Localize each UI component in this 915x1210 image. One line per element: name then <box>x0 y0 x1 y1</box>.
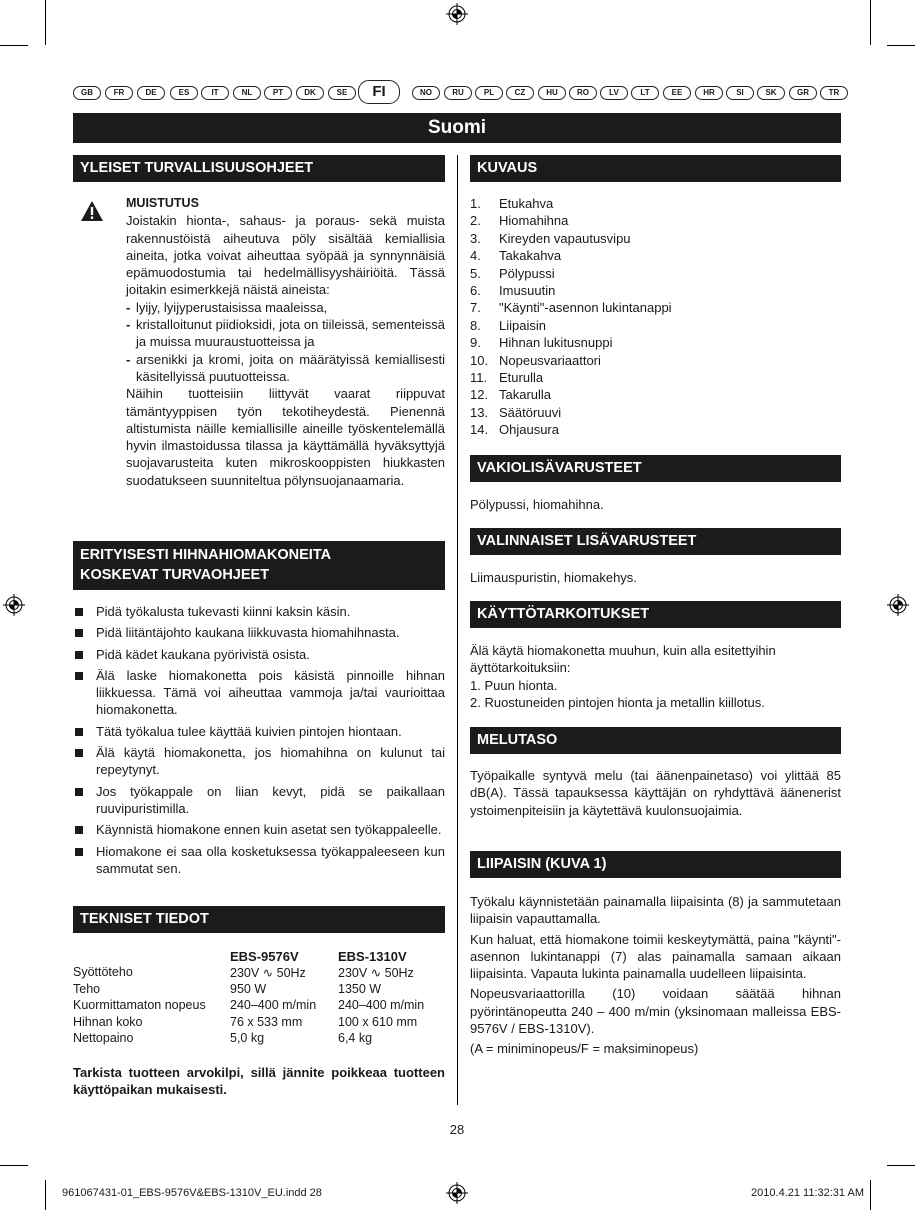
lang-se-badge: SE <box>328 86 356 100</box>
lang-it-badge: IT <box>201 86 229 100</box>
part-number: 6. <box>470 282 481 298</box>
crop-mark <box>887 45 915 46</box>
registration-mark-icon <box>446 1182 468 1204</box>
part-label: Imusuutin <box>499 282 556 298</box>
lang-tr-badge: TR <box>820 86 848 100</box>
part-number: 1. <box>470 196 481 211</box>
belt-safety-item: Hiomakone ei saa olla kosketuksessa työkappaleeseen kun sammutat sen. <box>73 843 445 878</box>
part-label: Ohjausura <box>499 422 559 438</box>
part-number: 3. <box>470 230 481 246</box>
lang-sk-badge: SK <box>757 86 785 100</box>
part-item <box>470 265 841 282</box>
registration-mark-icon <box>887 594 909 616</box>
part-label: Eturulla <box>499 369 544 385</box>
spec-label: Nettopaino <box>73 1031 134 1045</box>
lang-pl-badge: PL <box>475 86 503 100</box>
opt-accessories-text: Liimauspuristin, hiomakehys. <box>470 570 637 585</box>
column-divider <box>457 155 458 1105</box>
intended-use-item: 1. Puun hionta. <box>470 677 558 693</box>
page-title: Suomi <box>73 113 841 143</box>
lang-fr-badge: FR <box>105 86 133 100</box>
part-number: 8. <box>470 317 481 333</box>
spec-value: 1350 W <box>338 981 382 996</box>
warning-item: - lyijy, lyijyperustaisissa maaleissa, <box>126 299 445 316</box>
part-label: Hiomahihna <box>499 213 569 229</box>
crop-mark <box>45 1180 46 1210</box>
lang-fi-badge: FI <box>358 80 400 104</box>
intended-use-intro: Älä käytä hiomakonetta muuhun, kuin alla esitettyihin äyttötarkoituksiin: <box>470 643 776 676</box>
belt-safety-item: Jos työkappale on liian kevyt, pidä se paikallaan ruuvipuristimilla. <box>73 783 445 818</box>
section-heading-intended-use: KÄYTTÖTARKOITUKSET <box>470 601 841 628</box>
spec-row <box>73 1031 424 1048</box>
lang-de-badge: DE <box>137 86 165 100</box>
trigger-paragraph: Nopeusvariaattorilla (10) voidaan säätää hihnan pyörintänopeutta 240 – 400 m/min (yksinomaan malleissa EBS-9576V / EBS-1310V). <box>470 986 841 1037</box>
part-item <box>470 195 841 212</box>
spec-label: Kuormittamaton nopeus <box>73 998 206 1012</box>
section-heading-opt-accessories: VALINNAISET LISÄVARUSTEET <box>470 528 841 555</box>
heading-line: KOSKEVAT TURVAOHJEET <box>80 567 270 583</box>
spec-label: Hihnan koko <box>73 1014 143 1029</box>
part-label: Hihnan lukitusnuppi <box>499 335 613 351</box>
section-heading-trigger: LIIPAISIN (KUVA 1) <box>470 851 841 878</box>
lang-es-badge: ES <box>170 86 198 100</box>
part-item <box>470 334 841 351</box>
section-heading-belt-safety <box>73 541 445 590</box>
part-item <box>470 247 841 264</box>
part-item <box>470 386 841 403</box>
footer-timestamp: 2010.4.21 11:32:31 AM <box>751 1187 864 1199</box>
registration-mark-icon <box>446 3 468 25</box>
trigger-paragraph: Kun haluat, että hiomakone toimii keskeytymättä, paina "käynti"-asennon lukintanappi (7) alas painamalla samaan aikaan liipaisinta. Vapauta lukinta painamalla uudelleen liipaisinta. <box>470 931 841 982</box>
part-label: Takakahva <box>499 248 562 264</box>
part-number: 2. <box>470 213 481 229</box>
belt-safety-item: Pidä kädet kaukana pyörivistä osista. <box>73 646 445 663</box>
part-item <box>470 404 841 421</box>
crop-mark <box>0 45 28 46</box>
part-number: 5. <box>470 265 481 281</box>
lang-ro-badge: RO <box>569 86 597 100</box>
belt-safety-item: Käynnistä hiomakone ennen kuin asetat sen työkappaleelle. <box>73 821 445 838</box>
spec-label: Teho <box>73 981 101 996</box>
spec-row <box>73 982 424 999</box>
spec-value: 5,0 kg <box>230 1031 265 1045</box>
part-number: 12. <box>470 387 489 403</box>
belt-safety-item: Tätä työkalua tulee käyttää kuivien pintojen hiontaan. <box>73 723 445 740</box>
part-number: 11. <box>470 369 488 385</box>
intended-use-block <box>470 642 841 711</box>
spec-value: 950 W <box>230 981 267 996</box>
lang-no-badge: NO <box>412 86 440 100</box>
part-number: 4. <box>470 248 481 264</box>
warning-item: - arsenikki ja kromi, joita on määrätyissä kemiallisesti käsitellyissä puutuotteissa. <box>126 351 445 386</box>
spec-value: 240–400 m/min <box>230 998 317 1012</box>
trigger-block <box>470 893 841 1058</box>
page-number: 28 <box>449 1122 465 1137</box>
part-item <box>470 212 841 229</box>
section-heading-description: KUVAUS <box>470 155 841 182</box>
parts-list <box>470 195 841 438</box>
model-header: EBS-9576V <box>230 949 299 964</box>
part-number: 13. <box>470 404 489 420</box>
part-number: 7. <box>470 300 481 316</box>
part-label: Liipaisin <box>499 317 546 333</box>
lang-si-badge: SI <box>726 86 754 100</box>
intended-use-item: 2. Ruostuneiden pintojen hionta ja metallin kiillotus. <box>470 694 765 710</box>
lang-nl-badge: NL <box>233 86 261 100</box>
belt-safety-item: Älä käytä hiomakonetta, jos hiomahihna on kulunut tai repeytynyt. <box>73 744 445 779</box>
part-label: Nopeusvariaattori <box>499 352 601 368</box>
part-number: 9. <box>470 335 481 351</box>
part-label: Säätöruuvi <box>499 404 562 420</box>
footer-file-name: 961067431-01_EBS-9576V&EBS-1310V_EU.indd 28 <box>62 1187 322 1199</box>
crop-mark <box>870 0 871 45</box>
part-number: 14. <box>470 422 489 438</box>
spec-value: 230V ∿ 50Hz <box>230 966 306 980</box>
section-heading-technical: TEKNISET TIEDOT <box>73 906 445 933</box>
spec-value: 240–400 m/min <box>338 998 425 1012</box>
spec-value: 100 x 610 mm <box>338 1014 418 1029</box>
belt-safety-list <box>73 603 445 881</box>
lang-ee-badge: EE <box>663 86 691 100</box>
belt-safety-item: Älä laske hiomakonetta pois käsistä pinnoille hihnan liikkuessa. Tämä voi aiheuttaa vammoja ja/tai vaurioittaa hiomakonetta. <box>73 667 445 719</box>
language-selector <box>73 85 843 101</box>
voltage-note: Tarkista tuotteen arvokilpi, sillä jännite poikkeaa tuotteen käyttöpaikan mukaisesti. <box>73 1065 445 1098</box>
part-label: Pölypussi <box>499 265 555 281</box>
lang-dk-badge: DK <box>296 86 324 100</box>
part-label: "Käynti"-asennon lukintanappi <box>499 300 672 316</box>
spec-row <box>73 998 424 1015</box>
warning-intro: Joistakin hionta-, sahaus- ja poraus- sekä muista rakennustöistä aiheutuva pöly sisältää kemiallisia aineita, jotka voivat aiheuttaa syöpää ja synnynnäisiä epämuodostumia tai hedelmällisyyshäiriöitä. Tässä joitakin esimerkkejä näistä aineista: <box>126 213 445 298</box>
warning-outro: Näihin tuotteisiin liittyvät vaarat riippuvat tämäntyyppisen työn tekotiheydestä. Pienennä altistumista näille kemiallisille aineille työskentelemällä hyvin ilmastoidussa tilassa ja käyttämällä hyväksyttyjä suojavarusteita kuten mikroskooppisten hiukkasten suodatukseen suunniteltua pölynsuojanaamaria. <box>126 386 445 488</box>
lang-cz-badge: CZ <box>506 86 534 100</box>
lang-lt-badge: LT <box>631 86 659 100</box>
noise-text: Työpaikalle syntyvä melu (tai äänenpainetaso) voi ylittää 85 dB(A). Tässä tapauksessa käyttäjän on ryhdyttävä äänenerist ystoimenpiteisiin ja käytettävä kuulonsuojaimia. <box>470 768 841 818</box>
registration-mark-icon <box>3 594 25 616</box>
part-label: Kireyden vapautusvipu <box>499 230 631 246</box>
lang-hu-badge: HU <box>538 86 566 100</box>
heading-line: ERITYISESTI HIHNAHIOMAKONEITA <box>80 547 332 563</box>
section-heading-std-accessories: VAKIOLISÄVARUSTEET <box>470 455 841 482</box>
belt-safety-item: Pidä liitäntäjohto kaukana liikkuvasta hiomahihnasta. <box>73 624 445 641</box>
part-item <box>470 299 841 316</box>
warning-item: - kristalloitunut piidioksidi, jota on tiileissä, sementeissä ja muissa muuraustuotteissa ja <box>126 316 445 351</box>
spec-value: 76 x 533 mm <box>230 1014 303 1029</box>
warning-triangle-icon <box>80 200 104 222</box>
crop-mark <box>0 1165 28 1166</box>
spec-label: Syöttöteho <box>73 965 133 979</box>
warning-title: MUISTUTUS <box>126 196 199 210</box>
std-accessories-text: Pölypussi, hiomahihna. <box>470 497 604 512</box>
part-item <box>470 421 841 438</box>
technical-table <box>73 948 445 1048</box>
lang-hr-badge: HR <box>695 86 723 100</box>
section-heading-noise: MELUTASO <box>470 727 841 754</box>
crop-mark <box>887 1165 915 1166</box>
model-header: EBS-1310V <box>338 949 407 964</box>
part-label: Takarulla <box>499 387 552 403</box>
part-item <box>470 282 841 299</box>
spec-value: 230V ∿ 50Hz <box>338 966 414 980</box>
lang-lv-badge: LV <box>600 86 628 100</box>
trigger-paragraph: (A = miniminopeus/F = maksiminopeus) <box>470 1041 699 1057</box>
part-item <box>470 352 841 369</box>
safety-warning-block <box>126 195 445 489</box>
lang-gr-badge: GR <box>789 86 817 100</box>
part-number: 10. <box>470 352 489 368</box>
part-item <box>470 230 841 247</box>
lang-gb-badge: GB <box>73 86 101 100</box>
trigger-paragraph: Työkalu käynnistetään painamalla liipaisinta (8) ja sammutetaan liipaisin vapauttamalla. <box>470 894 841 927</box>
spec-value: 6,4 kg <box>338 1031 373 1045</box>
part-item <box>470 317 841 334</box>
lang-ru-badge: RU <box>444 86 472 100</box>
crop-mark <box>870 1180 871 1210</box>
part-item <box>470 369 841 386</box>
lang-pt-badge: PT <box>264 86 292 100</box>
crop-mark <box>45 0 46 45</box>
part-label: Etukahva <box>499 196 554 211</box>
spec-row <box>73 1015 424 1032</box>
belt-safety-item: Pidä työkalusta tukevasti kiinni kaksin käsin. <box>73 603 445 620</box>
spec-row <box>73 965 424 982</box>
section-heading-safety: YLEISET TURVALLISUUSOHJEET <box>73 155 445 182</box>
